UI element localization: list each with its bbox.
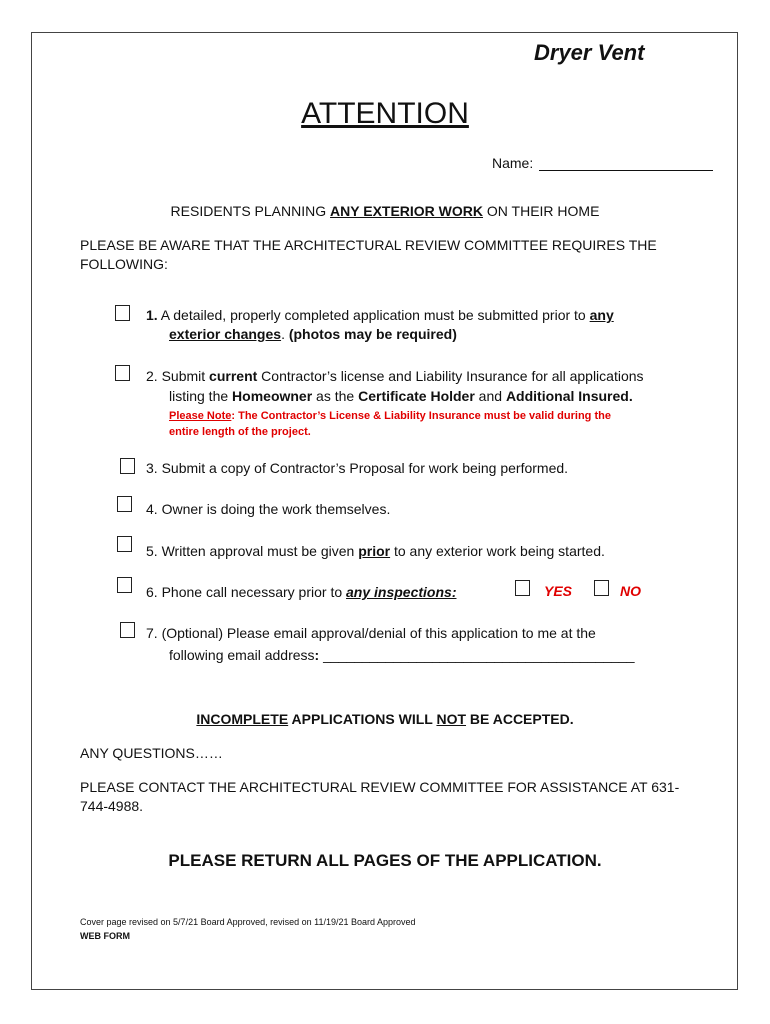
name-field-row	[492, 155, 713, 171]
item-7-text: (Optional) Please email approval/denial of this application to me at the	[157, 625, 596, 641]
item-3-checkbox[interactable]	[120, 458, 135, 474]
aware-paragraph: PLEASE BE AWARE THAT THE ARCHITECTURAL REVIEW COMMITTEE REQUIRES THE FOLLOWING:	[80, 237, 657, 272]
item-2-text-f: and	[474, 388, 506, 404]
item-5-number: 5.	[146, 543, 158, 559]
residents-heading	[0, 203, 770, 219]
item-2-text-a: Submit	[157, 368, 210, 384]
item-2-text-c: Contractor’s license and Liability Insurance for all applications	[257, 368, 644, 384]
not-word: NOT	[436, 711, 467, 727]
item-3-text: Submit a copy of Contractor’s Proposal for work being performed.	[157, 460, 569, 476]
email-colon: :	[314, 647, 320, 663]
item-6-emphasis: any inspections:	[346, 584, 457, 600]
item-2-note-line-2: entire length of the project.	[169, 426, 311, 438]
yes-checkbox[interactable]	[515, 580, 530, 596]
item-2-homeowner: Homeowner	[232, 388, 313, 404]
item-2-certificate-holder: Certificate Holder	[358, 388, 475, 404]
item-4-checkbox[interactable]	[117, 496, 132, 512]
note-label: Please Note	[169, 410, 232, 422]
form-type-label: Dryer Vent	[534, 40, 645, 65]
contact-paragraph: PLEASE CONTACT THE ARCHITECTURAL REVIEW COMMITTEE FOR ASSISTANCE AT 631-744-4988.	[80, 779, 680, 814]
item-1-number: 1.	[146, 307, 158, 323]
item-2-text-b: current	[209, 368, 258, 384]
page-title: ATTENTION	[301, 97, 469, 130]
item-1-checkbox[interactable]	[115, 305, 130, 321]
questions-text: ANY QUESTIONS……	[80, 745, 223, 761]
item-1-photos-note: (photos may be required)	[288, 326, 457, 342]
item-1-emphasis: any	[589, 307, 614, 323]
incomplete-end: BE ACCEPTED.	[466, 711, 574, 727]
no-label: NO	[620, 583, 641, 599]
item-6-text: Phone call necessary prior to	[157, 584, 347, 600]
note-text-1: : The Contractor’s License & Liability Insurance must be valid during the	[231, 410, 611, 422]
item-2-additional-insured: Additional Insured.	[505, 388, 633, 404]
item-7-checkbox[interactable]	[120, 622, 135, 638]
return-pages-notice: PLEASE RETURN ALL PAGES OF THE APPLICATION.	[168, 851, 602, 870]
residents-text-pre: RESIDENTS PLANNING	[170, 203, 331, 219]
item-2-line-2	[169, 387, 633, 406]
email-input-line[interactable]: ________________________________________	[319, 647, 635, 663]
item-1-emphasis-2: exterior changes	[169, 326, 282, 342]
item-3-line	[146, 459, 568, 478]
item-4-text: Owner is doing the work themselves.	[157, 501, 391, 517]
item-5-text-post: to any exterior work being started.	[390, 543, 605, 559]
item-7-line-1	[146, 624, 596, 643]
name-input-line[interactable]	[539, 156, 713, 171]
item-1-punct: .	[281, 326, 289, 342]
no-checkbox[interactable]	[594, 580, 609, 596]
item-2-number: 2.	[146, 368, 158, 384]
residents-text-bold: ANY EXTERIOR WORK	[330, 203, 484, 219]
item-4-line	[146, 500, 390, 519]
item-5-emphasis: prior	[358, 543, 391, 559]
incomplete-word: INCOMPLETE	[196, 711, 289, 727]
item-5-checkbox[interactable]	[117, 536, 132, 552]
item-5-line	[146, 542, 605, 561]
web-form-label: WEB FORM	[80, 931, 130, 941]
item-5-text: Written approval must be given	[157, 543, 359, 559]
item-2-note-line-1	[169, 408, 611, 424]
item-6-checkbox[interactable]	[117, 577, 132, 593]
item-6-line	[146, 583, 456, 602]
item-1-line-2	[169, 325, 457, 344]
item-2-text-e: as the	[312, 388, 359, 404]
email-label: following email address	[169, 647, 315, 663]
revision-note: Cover page revised on 5/7/21 Board Approved, revised on 11/19/21 Board Approved	[80, 917, 416, 927]
residents-text-post: ON THEIR HOME	[483, 203, 600, 219]
item-2-line-1	[146, 367, 644, 386]
item-2-checkbox[interactable]	[115, 365, 130, 381]
item-7-line-2	[169, 646, 635, 665]
item-6-number: 6.	[146, 584, 158, 600]
item-3-number: 3.	[146, 460, 158, 476]
item-7-number: 7.	[146, 625, 158, 641]
incomplete-warning	[0, 711, 770, 727]
item-1-line-1	[146, 306, 614, 325]
yes-label: YES	[544, 583, 573, 599]
item-2-text-d: listing the	[169, 388, 233, 404]
incomplete-text: APPLICATIONS WILL	[288, 711, 437, 727]
item-4-number: 4.	[146, 501, 158, 517]
name-label: Name:	[492, 155, 534, 171]
item-1-text: A detailed, properly completed application must be submitted prior to	[157, 307, 590, 323]
